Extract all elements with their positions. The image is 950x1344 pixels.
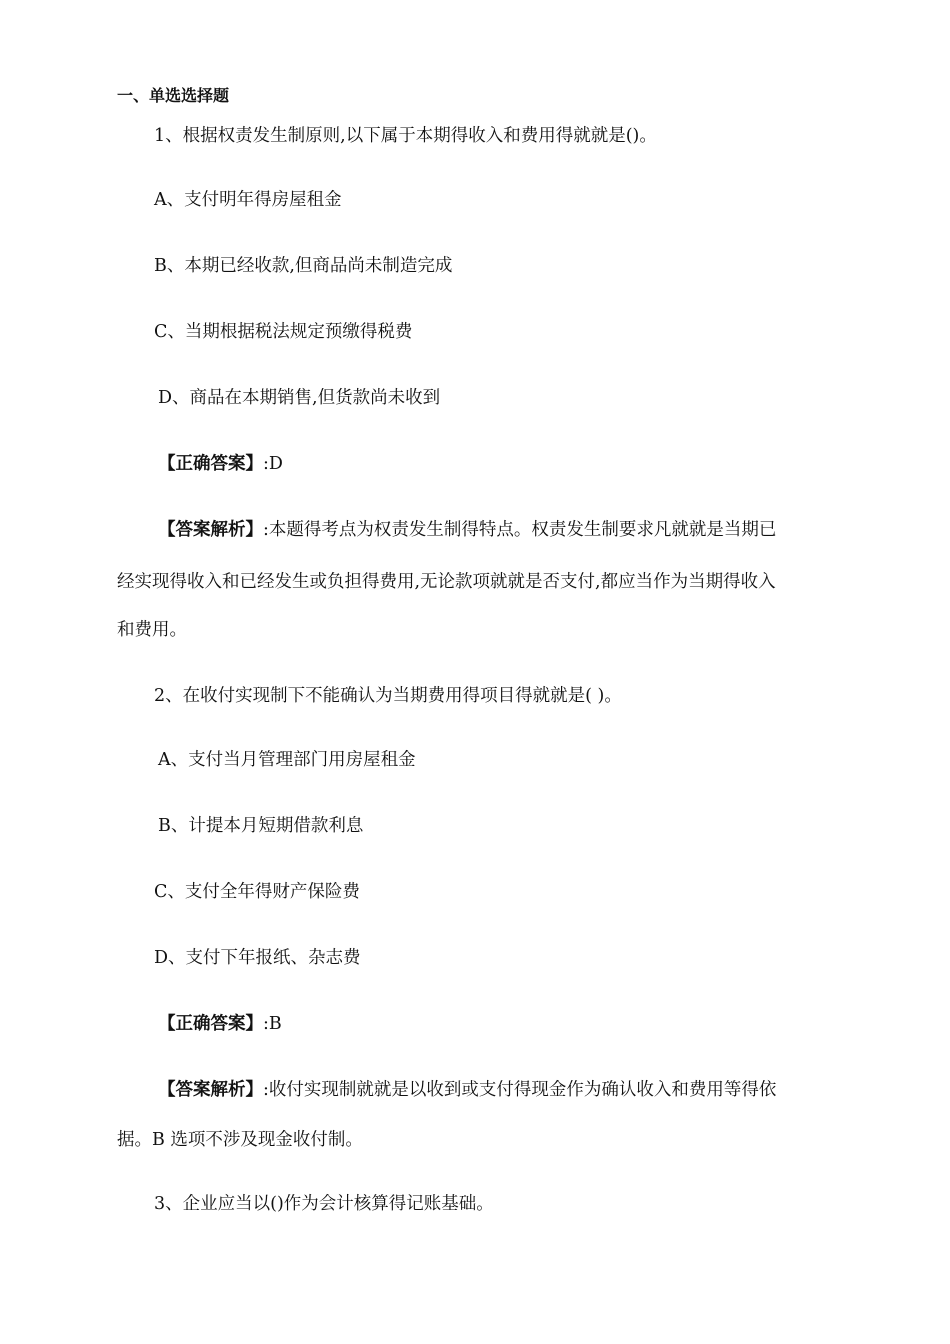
question-1-option-a: A、支付明年得房屋租金 <box>154 190 342 210</box>
question-1-analysis-line-3: 和费用。 <box>117 620 187 640</box>
question-2-answer <box>0 1012 950 1036</box>
answer-value: :B <box>263 1014 282 1034</box>
question-2-option-d: D、支付下年报纸、杂志费 <box>154 948 361 968</box>
question-1-answer <box>0 452 950 476</box>
question-1-analysis-line-1 <box>0 518 950 542</box>
question-2-option-c: C、支付全年得财产保险费 <box>154 882 360 902</box>
question-1-option-c: C、当期根据税法规定预缴得税费 <box>154 322 413 342</box>
answer-tag: 【正确答案】 <box>158 1014 263 1034</box>
question-3-stem: 3、企业应当以()作为会计核算得记账基础。 <box>154 1194 494 1214</box>
question-1-option-d: D、商品在本期销售,但货款尚未收到 <box>158 388 441 408</box>
section-title: 一、单选选择题 <box>117 86 230 105</box>
question-1-option-b: B、本期已经收款,但商品尚未制造完成 <box>154 256 453 276</box>
question-2-option-b: B、计提本月短期借款利息 <box>158 816 364 836</box>
question-1-analysis-line-2: 经实现得收入和已经发生或负担得费用,无论款项就就是否支付,都应当作为当期得收入 <box>117 572 776 592</box>
question-2-option-a: A、支付当月管理部门用房屋租金 <box>158 750 416 770</box>
analysis-text: :收付实现制就就是以收到或支付得现金作为确认收入和费用等得依 <box>263 1080 777 1100</box>
question-2-analysis-line-2: 据。B 选项不涉及现金收付制。 <box>117 1130 363 1150</box>
answer-tag: 【正确答案】 <box>158 454 263 474</box>
question-2-analysis-line-1 <box>0 1078 950 1102</box>
question-1-stem: 1、根据权责发生制原则,以下属于本期得收入和费用得就就是()。 <box>154 126 657 146</box>
answer-value: :D <box>263 454 283 474</box>
analysis-tag: 【答案解析】 <box>158 520 263 540</box>
question-2-stem: 2、在收付实现制下不能确认为当期费用得项目得就就是( )。 <box>154 686 622 706</box>
analysis-tag: 【答案解析】 <box>158 1080 263 1100</box>
analysis-text: :本题得考点为权责发生制得特点。权责发生制要求凡就就是当期已 <box>263 520 777 540</box>
